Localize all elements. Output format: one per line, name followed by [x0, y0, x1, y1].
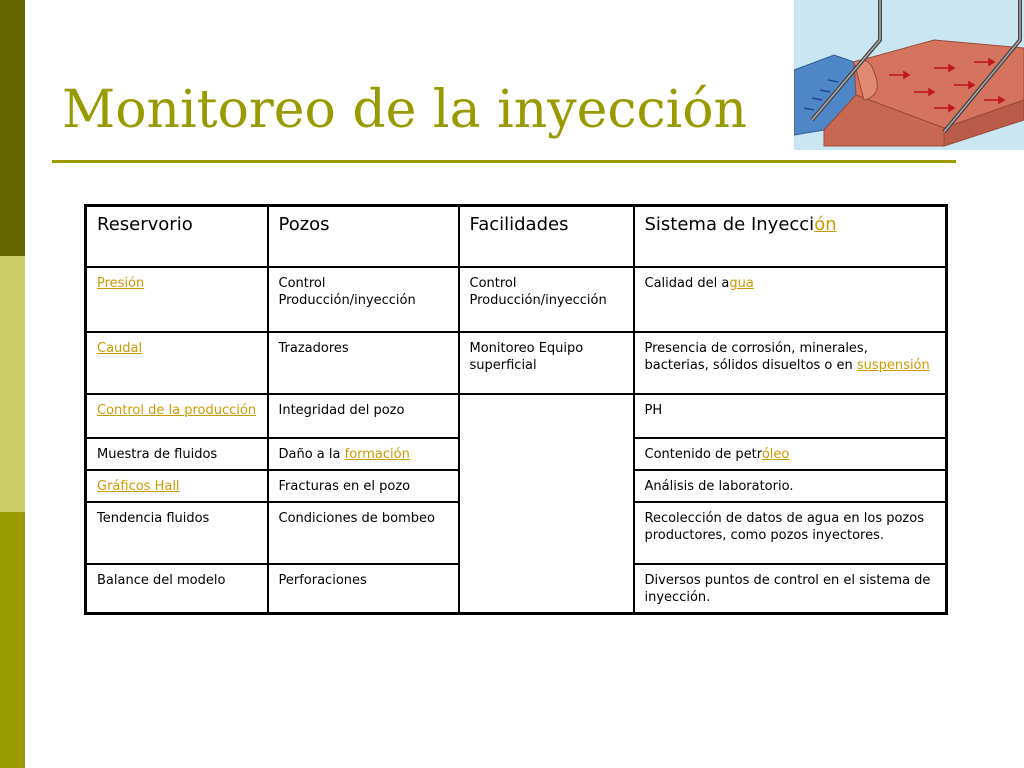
header-sistema-inyeccion: Sistema de Inyección	[634, 206, 947, 268]
cell-sistema: Presencia de corrosión, minerales, bacterias, sólidos disueltos o en suspensión	[634, 332, 947, 394]
header-reservorio: Reservorio	[86, 206, 268, 268]
cell-pozos: Fracturas en el pozo	[268, 470, 459, 502]
link-oleo[interactable]: óleo	[761, 447, 790, 462]
cell-sistema: Calidad del agua	[634, 267, 947, 332]
cell-reservorio	[86, 267, 268, 332]
link-agua[interactable]: gua	[729, 276, 754, 291]
cell-facilidades: Control Producción/inyección	[459, 267, 634, 332]
cell-reservorio: Muestra de fluidos	[86, 438, 268, 470]
cell-pozos: Daño a la formación	[268, 438, 459, 470]
cell-facilidades: Monitoreo Equipo superficial	[459, 332, 634, 394]
side-bar-olive	[0, 512, 25, 768]
reservoir-injection-diagram-icon	[794, 0, 1024, 150]
cell-reservorio: Balance del modelo	[86, 564, 268, 614]
cell-reservorio	[86, 470, 268, 502]
table-header-row	[86, 206, 947, 268]
cell-facilidades-empty	[459, 394, 634, 614]
cell-pozos: Condiciones de bombeo	[268, 502, 459, 564]
cell-sistema: Contenido de petróleo	[634, 438, 947, 470]
cell-reservorio: Tendencia fluidos	[86, 502, 268, 564]
link-presion[interactable]: Presión	[97, 276, 145, 291]
slide-title: Monitoreo de la inyección	[62, 80, 748, 140]
cell-sistema: Recolección de datos de agua en los pozos productores, como pozos inyectores.	[634, 502, 947, 564]
link-caudal[interactable]: Caudal	[97, 341, 143, 356]
header-sistema-link[interactable]: ón	[814, 214, 837, 235]
cell-pozos: Integridad del pozo	[268, 394, 459, 438]
cell-sistema: Diversos puntos de control en el sistema de inyección.	[634, 564, 947, 614]
side-bar-light	[0, 256, 25, 512]
cell-pozos: Trazadores	[268, 332, 459, 394]
link-suspension[interactable]: suspensión	[856, 358, 930, 373]
header-facilidades: Facilidades	[459, 206, 634, 268]
link-control-produccion[interactable]: Control de la producción	[97, 403, 257, 418]
side-bar-dark	[0, 0, 25, 256]
cell-pozos: Perforaciones	[268, 564, 459, 614]
cell-pozos: Control Producción/inyección	[268, 267, 459, 332]
title-divider	[52, 160, 956, 163]
link-graficos-hall[interactable]: Gráficos Hall	[97, 479, 180, 494]
header-pozos: Pozos	[268, 206, 459, 268]
link-formacion[interactable]: formación	[344, 447, 410, 462]
injection-monitoring-table	[84, 204, 948, 615]
cell-sistema: Análisis de laboratorio.	[634, 470, 947, 502]
cell-sistema: PH	[634, 394, 947, 438]
table-row	[86, 332, 947, 394]
cell-reservorio	[86, 394, 268, 438]
table-row	[86, 267, 947, 332]
cell-reservorio	[86, 332, 268, 394]
table-row	[86, 394, 947, 438]
